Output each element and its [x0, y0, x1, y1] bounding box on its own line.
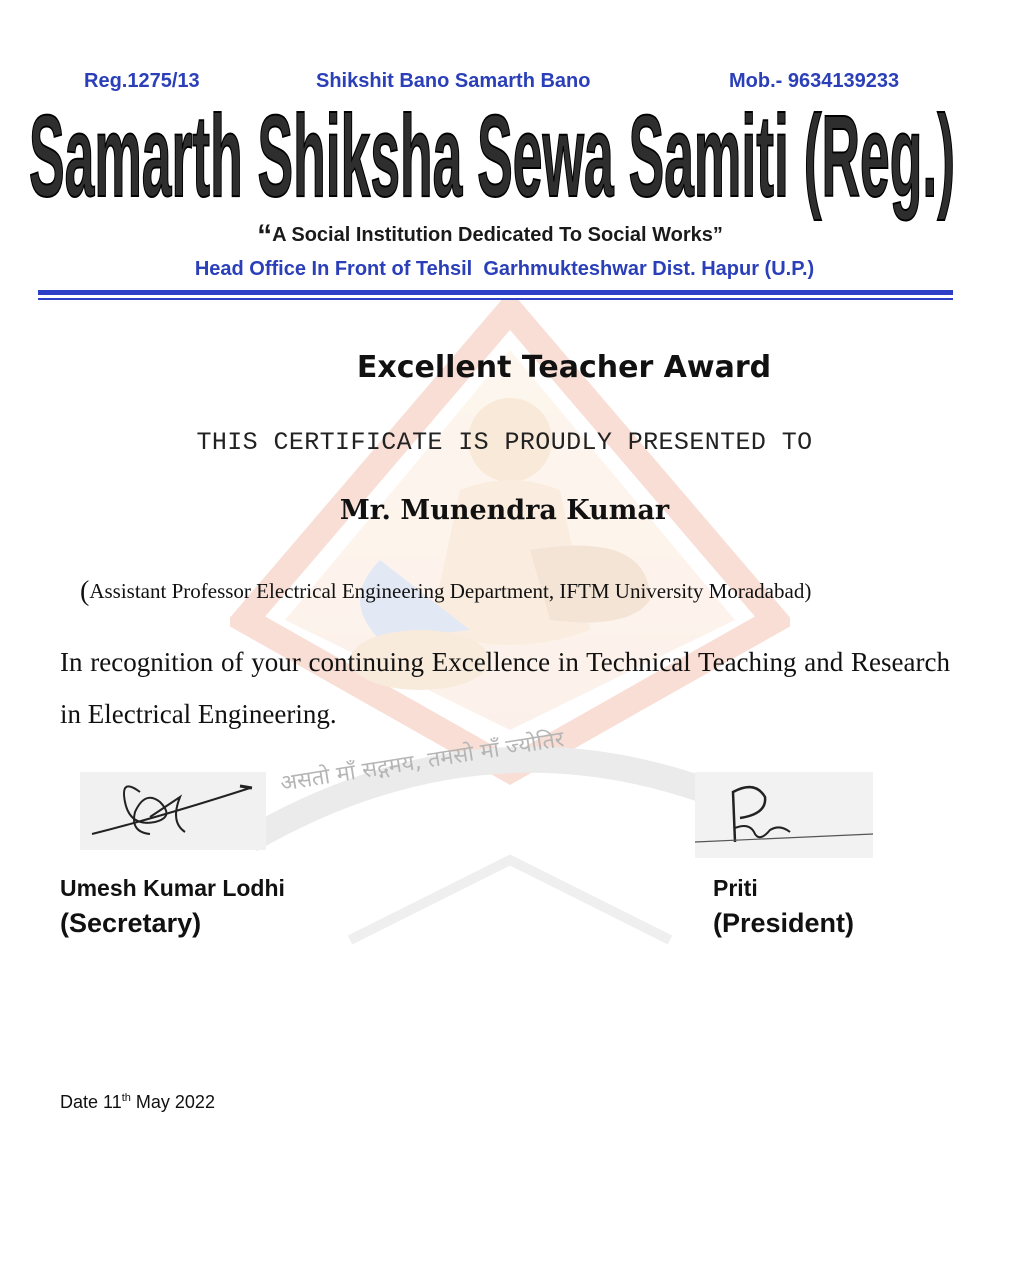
presented-line: THIS CERTIFICATE IS PROUDLY PRESENTED TO	[196, 428, 813, 457]
slogan: Shikshit Bano Samarth Bano	[316, 70, 591, 92]
saraswati-watermark	[230, 300, 790, 960]
header-divider-thin	[38, 298, 953, 300]
header-divider-thick	[38, 290, 953, 295]
tagline	[0, 219, 980, 253]
president-name: Priti	[713, 875, 758, 901]
date-label: Date 11	[60, 1092, 122, 1112]
organization-title	[22, 96, 962, 226]
tagline-text: A Social Institution Dedicated To Social Works	[272, 224, 713, 246]
award-title: Excellent Teacher Award	[356, 350, 772, 385]
tagline-close-quote: ”	[712, 224, 723, 246]
secretary-signature-icon	[80, 772, 266, 850]
organization-name: Samarth Shiksha Sewa Samiti (Reg.)	[29, 96, 955, 221]
date-ordinal-suffix: th	[121, 1092, 131, 1104]
secretary-role: (Secretary)	[60, 908, 202, 938]
issue-date	[60, 1092, 215, 1113]
recognition-text: In recognition of your continuing Excellence in Technical Teaching and Research in Electrical Engineering.	[60, 647, 950, 729]
president-signature-icon	[695, 772, 873, 858]
mobile-number: Mob.- 9634139233	[729, 70, 900, 92]
registration-number: Reg.1275/13	[84, 70, 200, 92]
recipient-designation	[80, 576, 940, 608]
president-role: (President)	[713, 908, 855, 938]
designation-text: Assistant Professor Electrical Engineering Department, IFTM University Moradabad)	[89, 579, 812, 603]
date-rest: May 2022	[130, 1092, 215, 1112]
head-office-address: Head Office In Front of Tehsil Garhmukteshwar Dist. Hapur (U.P.)	[194, 258, 815, 280]
recipient-name: Mr. Munendra Kumar	[339, 495, 670, 526]
designation-open-paren: (	[80, 576, 90, 607]
president-signature	[695, 772, 873, 858]
tagline-open-quote: “	[257, 219, 273, 252]
secretary-signature	[80, 772, 266, 850]
hindi-motto: असतो मॉं सद्गमय, तमसो मॉं ज्योतिर	[278, 727, 566, 797]
secretary-name: Umesh Kumar Lodhi	[60, 875, 285, 901]
